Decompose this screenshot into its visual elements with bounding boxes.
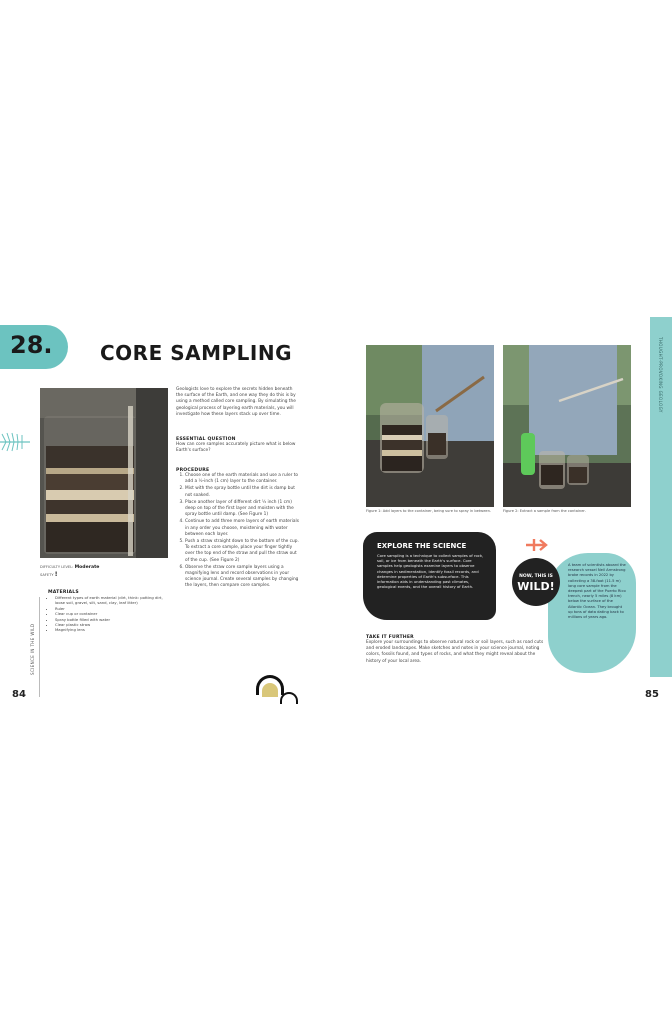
explore-science-box — [363, 532, 496, 620]
left-page-number: 84 — [12, 689, 26, 700]
essential-question-text: How can core samples accurately picture what is below Earth's surface? — [176, 442, 296, 454]
figure2-caption: Figure 2: Extract a sample from the container. — [503, 509, 586, 513]
list-item: 1. Choose one of the earth materials and use a ruler to add a ½-inch (1 cm) layer to the container. — [185, 473, 300, 485]
list-item: • Clear cup or container — [55, 611, 170, 616]
explore-body: Core sampling is a technique to collect samples of rock, soil, or ice from beneath the Earth's surface. Core samples help geologists examine layers to observe changes in sedimentation, identify fossil records, and determine properties of Earth's subsurface. This information aids in understanding past climates, geological events, and the overall history of Earth. — [377, 553, 484, 590]
arrow-decoration-icon — [524, 537, 552, 553]
wild-big-text: WILD! — [517, 580, 555, 593]
core-sample-photo — [40, 388, 168, 558]
arch-fill-icon — [262, 683, 278, 697]
cup-illustration — [40, 388, 168, 558]
take-further-section — [366, 635, 546, 665]
list-item: 5. Push a straw straight down to the bottom of the cup. To extract a core sample, place your finger tightly over the top end of the straw and pull the straw out of the cup. (See Figure 2) — [185, 539, 300, 564]
safety-icon: ! — [54, 570, 58, 578]
safety-label: SAFETY — [40, 572, 54, 577]
take-further-heading: TAKE IT FURTHER — [366, 635, 414, 640]
leaf-decoration-icon — [0, 430, 34, 454]
procedure-heading: PROCEDURE — [176, 468, 210, 473]
list-item: • Ruler — [55, 606, 170, 611]
chapter-number-tab — [0, 325, 68, 369]
essential-question — [176, 437, 300, 454]
list-item: • Spray bottle filled with water — [55, 617, 170, 622]
list-item: 2. Mist with the spray bottle until the dirt is damp but not soaked. — [185, 486, 300, 498]
wild-fact-blob — [548, 553, 636, 673]
small-arch-icon — [280, 692, 298, 704]
figure1-illustration — [366, 345, 494, 507]
difficulty-row: DIFFICULTY LEVEL: Moderate SAFETY ! — [40, 565, 100, 578]
difficulty-value: Moderate — [74, 565, 100, 570]
margin-rule — [39, 597, 40, 697]
figure2-illustration — [503, 345, 631, 507]
left-side-label: SCIENCE IN THE WILD — [30, 623, 35, 675]
list-item: • Clear plastic straw — [55, 622, 170, 627]
list-item: 4. Continue to add three more layers of earth materials in any order you choose, moistening with water between each layer. — [185, 519, 300, 538]
materials-section — [48, 590, 170, 633]
procedure-list — [176, 473, 300, 590]
page-title: CORE SAMPLING — [100, 341, 292, 365]
list-item: 3. Place another layer of different dirt ½ inch (1 cm) deep on top of the first layer and moisten with the spray bottle until damp. (See Figure 1) — [185, 500, 300, 519]
intro-text: Geologists love to explore the secrets hidden beneath the surface of the Earth, and one way they do this is by using a method called core sampling. By simulating the geological process of layering earth materials, you will investigate how these layers stack up over time. — [176, 387, 296, 417]
wild-small-text: NOW, THIS IS — [519, 574, 553, 579]
wild-fact-text: A team of scientists aboard the research vessel Neil Armstrong broke records in 2022 by collecting a 38-foot (11.5 m) long core sample from the deepest part of the Puerto Rico trench, nearly 5 miles (8 km) below the surface of the Atlantic Ocean. They brought up tons of data dating back to millions of years ago. — [568, 563, 626, 620]
difficulty-label: DIFFICULTY LEVEL — [40, 565, 73, 569]
right-page-number: 85 — [645, 689, 659, 700]
right-side-label: THOUGHT-PROVOKING GEOLOGY — [658, 337, 663, 413]
figure1-caption: Figure 1: Add layers to the container, being sure to spray in between. — [366, 509, 492, 513]
materials-heading: MATERIALS — [48, 590, 79, 595]
chapter-number: 28. — [10, 331, 53, 359]
explore-title: EXPLORE THE SCIENCE — [377, 542, 467, 550]
materials-list — [48, 595, 170, 633]
right-side-band — [650, 317, 672, 677]
list-item: • Different types of earth material (dirt, think: potting dirt, loose soil, gravel, silt, sand, clay, leaf litter) — [55, 595, 170, 606]
take-further-body: Explore your surroundings to observe natural rock or soil layers, such as road cuts and eroded landscapes. Make sketches and notes in your science journal, noting colors, fossils found, and types of rocks, and what they might reveal about the history of your local area. — [366, 640, 544, 664]
wild-bubble — [512, 558, 560, 606]
list-item: • Magnifying lens — [55, 627, 170, 632]
book-spread — [0, 305, 672, 705]
essential-question-heading: ESSENTIAL QUESTION — [176, 437, 236, 442]
list-item: 6. Observe the straw core sample layers using a magnifying lens and record observations in your science journal. Create several samples by changing the layers, then compare core samples. — [185, 565, 300, 590]
procedure — [176, 468, 300, 591]
figure1-photo — [366, 345, 494, 507]
figure2-photo — [503, 345, 631, 507]
